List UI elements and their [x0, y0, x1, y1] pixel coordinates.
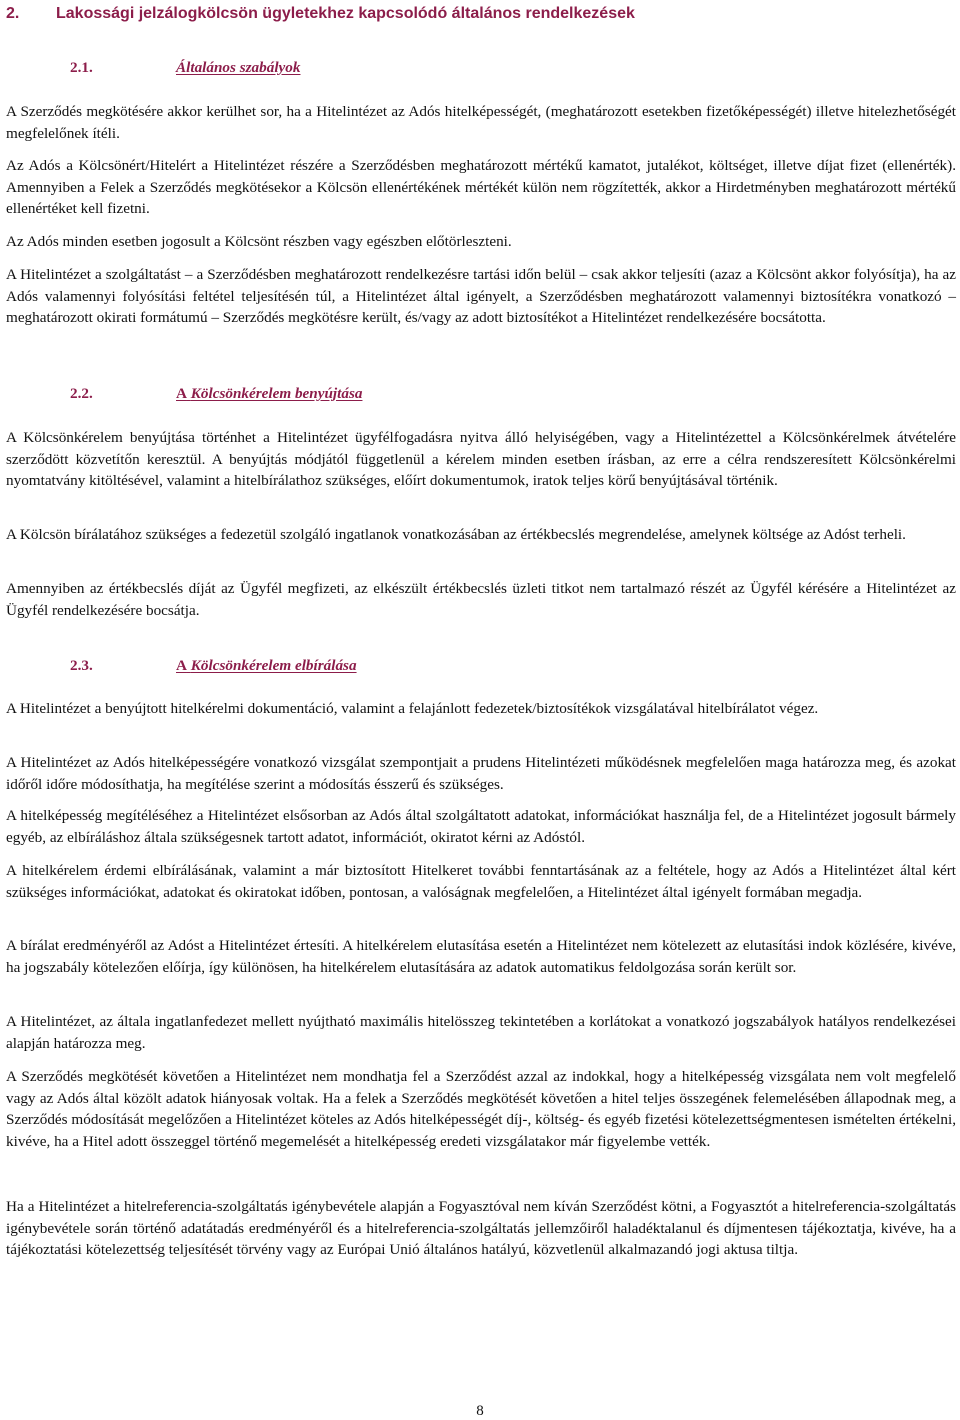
- subsection-title: Kölcsönkérelem benyújtása: [190, 385, 363, 402]
- section-title: Lakossági jelzálogkölcsön ügyletekhez kapcsolódó általános rendelkezések: [56, 5, 635, 22]
- subsection-heading-2-3: [70, 655, 357, 676]
- paragraph: A bírálat eredményéről az Adóst a Hitelintézet értesíti. A hitelkérelem elutasítása esetén a Hitelintézet nem kötelezett az elutasítási indok közlésére, kivéve, ha jogszabály kötelezően előírja, így különösen, ha hitelkérelem elutasítására az adatok automatikus feldolgozása során került sor.: [6, 937, 956, 976]
- paragraph: A hitelkérelem érdemi elbírálásának, valamint a már biztosított Hitelkeret további fenntartásának az a feltétele, hogy az Adós a Hitelintézet által kért szükséges információkat, adatokat és okiratokat időben, pontosan, a valóságnak megfelelően, a Hitelintézet által igényelt formában megadja.: [6, 862, 956, 901]
- subsection-heading-2-1: [70, 57, 300, 78]
- paragraph: Amennyiben az értékbecslés díját az Ügyfél megfizeti, az elkészült értékbecslés üzleti titkot nem tartalmazó részét az Ügyfél kérésére a Hitelintézet az Ügyfél rendelkezésére bocsátja.: [6, 580, 956, 619]
- subsection-heading-2-2: [70, 383, 362, 404]
- subsection-title: Általános szabályok: [176, 59, 301, 76]
- paragraph: A Hitelintézet a szolgáltatást – a Szerződésben meghatározott rendelkezésre tartási időn belül – csak akkor teljesíti (azaz a Kölcsönt akkor folyósítja), ha az Adós valamennyi folyósítási feltétel teljesítésén túl, a Hitelintézet által igényelt, a Szerződésben meghatározott valamennyi biztosítékra vonatkozó – meghatározott okirati formátumú – Szerződés megkötésre került, és/vagy az adott biztosítékot a Hitelintézet rendelkezésére bocsátotta.: [6, 266, 956, 326]
- subsection-number: 2.3.: [70, 657, 93, 674]
- paragraph: A Hitelintézet az Adós hitelképességére vonatkozó vizsgálat szempontjait a prudens Hitelintézeti működésnek megfelelően maga határozza meg, és azokat időről időre módosíthatja, ha megítélése szerint a módosítás ésszerű és szükséges.: [6, 754, 956, 793]
- paragraph: Az Adós minden esetben jogosult a Kölcsönt részben vagy egészben előtörleszteni.: [6, 233, 512, 250]
- paragraph: A Kölcsönkérelem benyújtása történhet a Hitelintézet ügyfélfogadásra nyitva álló helyiségében, vagy a Hitelintézettel a Kölcsönkérelmek átvételére szerződött közvetítőn keresztül. A benyújtás módjától függetlenül a kérelem minden esetben írásban, az erre a célra rendszeresített Kölcsönkérelmi nyomtatvány kitöltésével, valamint a hitelbírálathoz szükséges, előírt dokumentumok, iratok teljes körű benyújtásával történik.: [6, 429, 956, 489]
- paragraph: A Hitelintézet a benyújtott hitelkérelmi dokumentáció, valamint a felajánlott fedezetek/biztosítékok vizsgálatával hitelbírálatot végez.: [6, 700, 819, 717]
- subsection-title-prefix: A: [176, 657, 187, 674]
- paragraph: A Kölcsön bírálatához szükséges a fedezetül szolgáló ingatlanok vonatkozásában az értékbecslés megrendelése, amelynek költsége az Adóst terheli.: [6, 526, 906, 543]
- subsection-title: Kölcsönkérelem elbírálása: [190, 657, 357, 674]
- paragraph: A Szerződés megkötésére akkor kerülhet sor, ha a Hitelintézet az Adós hitelképességét, (meghatározott esetekben fizetőképességét) illetve hitelezhetőségét megfelelőnek ítéli.: [6, 103, 956, 142]
- subsection-number: 2.2.: [70, 385, 93, 402]
- subsection-title-prefix: A: [176, 385, 187, 402]
- subsection-number: 2.1.: [70, 59, 93, 76]
- paragraph: A Szerződés megkötését követően a Hitelintézet nem mondhatja fel a Szerződést azzal az indokkal, hogy a hitelképesség vizsgálata nem volt megfelelő vagy az Adós által közölt adatok hiányosak voltak. Ha a felek a Szerződés megkötését követően a hitel teljes összegének felemelésében állapodnak meg, a Szerződés módosítását megelőzően a Hitelintézet köteles az Adós hitelképességét díj-, költség- és egyéb fizetési kötelezettségmentesen ismételten értékelni, kivéve, ha a Hitel adott összeggel történő megemelését a hitelképesség eredeti vizsgálatakor már figyelembe vették.: [6, 1068, 956, 1150]
- paragraph: A hitelképesség megítéléséhez a Hitelintézet elsősorban az Adós által szolgáltatott adatokat, információkat használja fel, de a Hitelintézet jogosult bármely egyéb, az elbíráláshoz általa szükségesnek tartott adatot, információt, okiratot kérni az Adóstól.: [6, 807, 956, 846]
- section-number: 2.: [6, 5, 20, 22]
- section-heading: [6, 3, 635, 25]
- page-number: 8: [476, 1403, 484, 1419]
- paragraph: Ha a Hitelintézet a hitelreferencia-szolgáltatás igénybevétele alapján a Fogyasztóval nem kíván Szerződést kötni, a Fogyasztót a hitelreferencia-szolgáltatás igénybevétele során történő adatátadás eredményéről és a hitelreferencia-szolgáltatás jellemzőiről haladéktalanul és díjmentesen tájékoztatja, kivéve, ha a tájékoztatási kötelezettség teljesítését törvény vagy az Európai Unió általános hatályú, közvetlenül alkalmazandó jogi aktusa tiltja.: [6, 1198, 956, 1258]
- paragraph: Az Adós a Kölcsönért/Hitelért a Hitelintézet részére a Szerződésben meghatározott mértékű kamatot, jutalékot, költséget, illetve díjat fizet (ellenérték). Amennyiben a Felek a Szerződés megkötésekor a Kölcsön ellenértékének mértékét külön nem rögzítették, akkor a Hirdetményben meghatározott mértékű ellenértéket kell fizetni.: [6, 157, 956, 217]
- paragraph: A Hitelintézet, az általa ingatlanfedezet mellett nyújtható maximális hitelösszeg tekintetében a korlátokat a vonatkozó jogszabályok hatályos rendelkezései alapján határozza meg.: [6, 1013, 956, 1052]
